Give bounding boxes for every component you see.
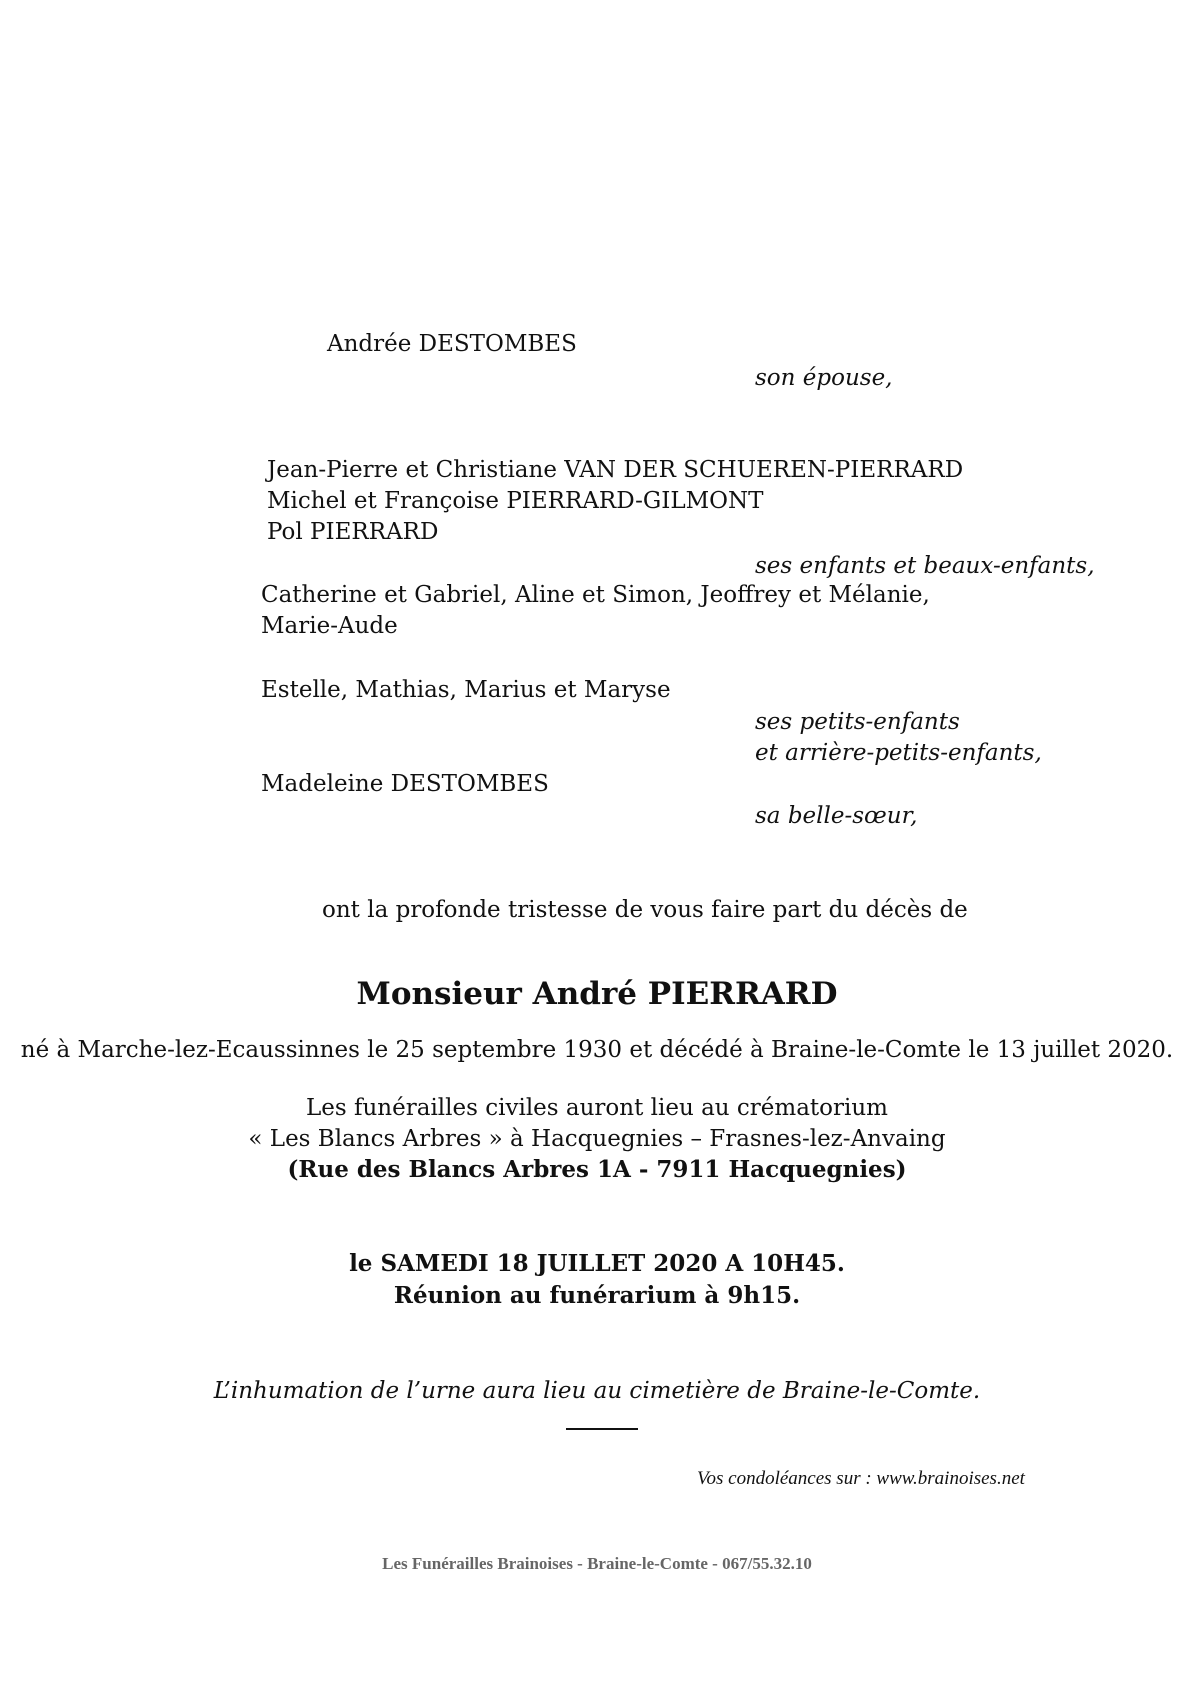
ceremony-line-2: « Les Blancs Arbres » à Hacquegnies – Frasnes-lez-Anvaing [248, 1126, 946, 1152]
child-name: Pol PIERRARD [267, 519, 439, 545]
deceased-name: Monsieur André PIERRARD [356, 976, 838, 1012]
birth-death-details: né à Marche-lez-Ecaussinnes le 25 septembre 1930 et décédé à Braine-le-Comte le 13 juillet 2020. [20, 1037, 1174, 1063]
great-grandchildren-names: Estelle, Mathias, Marius et Maryse [261, 677, 671, 703]
ceremony-line-1: Les funérailles civiles auront lieu au crématorium [305, 1095, 888, 1121]
sister-in-law-relation: sa belle-sœur, [755, 803, 918, 829]
sister-in-law-name: Madeleine DESTOMBES [261, 771, 549, 797]
child-name: Michel et Françoise PIERRARD-GILMONT [267, 488, 764, 514]
grandchildren-line: Catherine et Gabriel, Aline et Simon, Jeoffrey et Mélanie, [261, 582, 930, 608]
section-divider [566, 1428, 638, 1430]
ceremony-date-time: le SAMEDI 18 JUILLET 2020 A 10H45. [349, 1250, 845, 1277]
condolences-link[interactable]: Vos condoléances sur : www.brainoises.net [697, 1468, 1025, 1489]
announcement-intro: ont la profonde tristesse de vous faire part du décès de [322, 897, 968, 923]
funeral-home-footer: Les Funérailles Brainoises - Braine-le-Comte - 067/55.32.10 [382, 1554, 812, 1573]
grandchildren-relation: ses petits-enfants [755, 709, 960, 735]
grandchildren-line: Marie-Aude [261, 613, 398, 639]
children-relation: ses enfants et beaux-enfants, [755, 553, 1095, 579]
great-grandchildren-relation: et arrière-petits-enfants, [755, 740, 1042, 766]
spouse-relation: son épouse, [755, 365, 893, 391]
ceremony-address: (Rue des Blancs Arbres 1A - 7911 Hacquegnies) [287, 1156, 907, 1183]
spouse-name: Andrée DESTOMBES [327, 331, 577, 357]
urn-burial-note: L’inhumation de l’urne aura lieu au cimetière de Braine-le-Comte. [213, 1378, 981, 1404]
child-name: Jean-Pierre et Christiane VAN DER SCHUEREN-PIERRARD [267, 457, 964, 483]
funeral-home-meeting: Réunion au funérarium à 9h15. [393, 1282, 801, 1309]
